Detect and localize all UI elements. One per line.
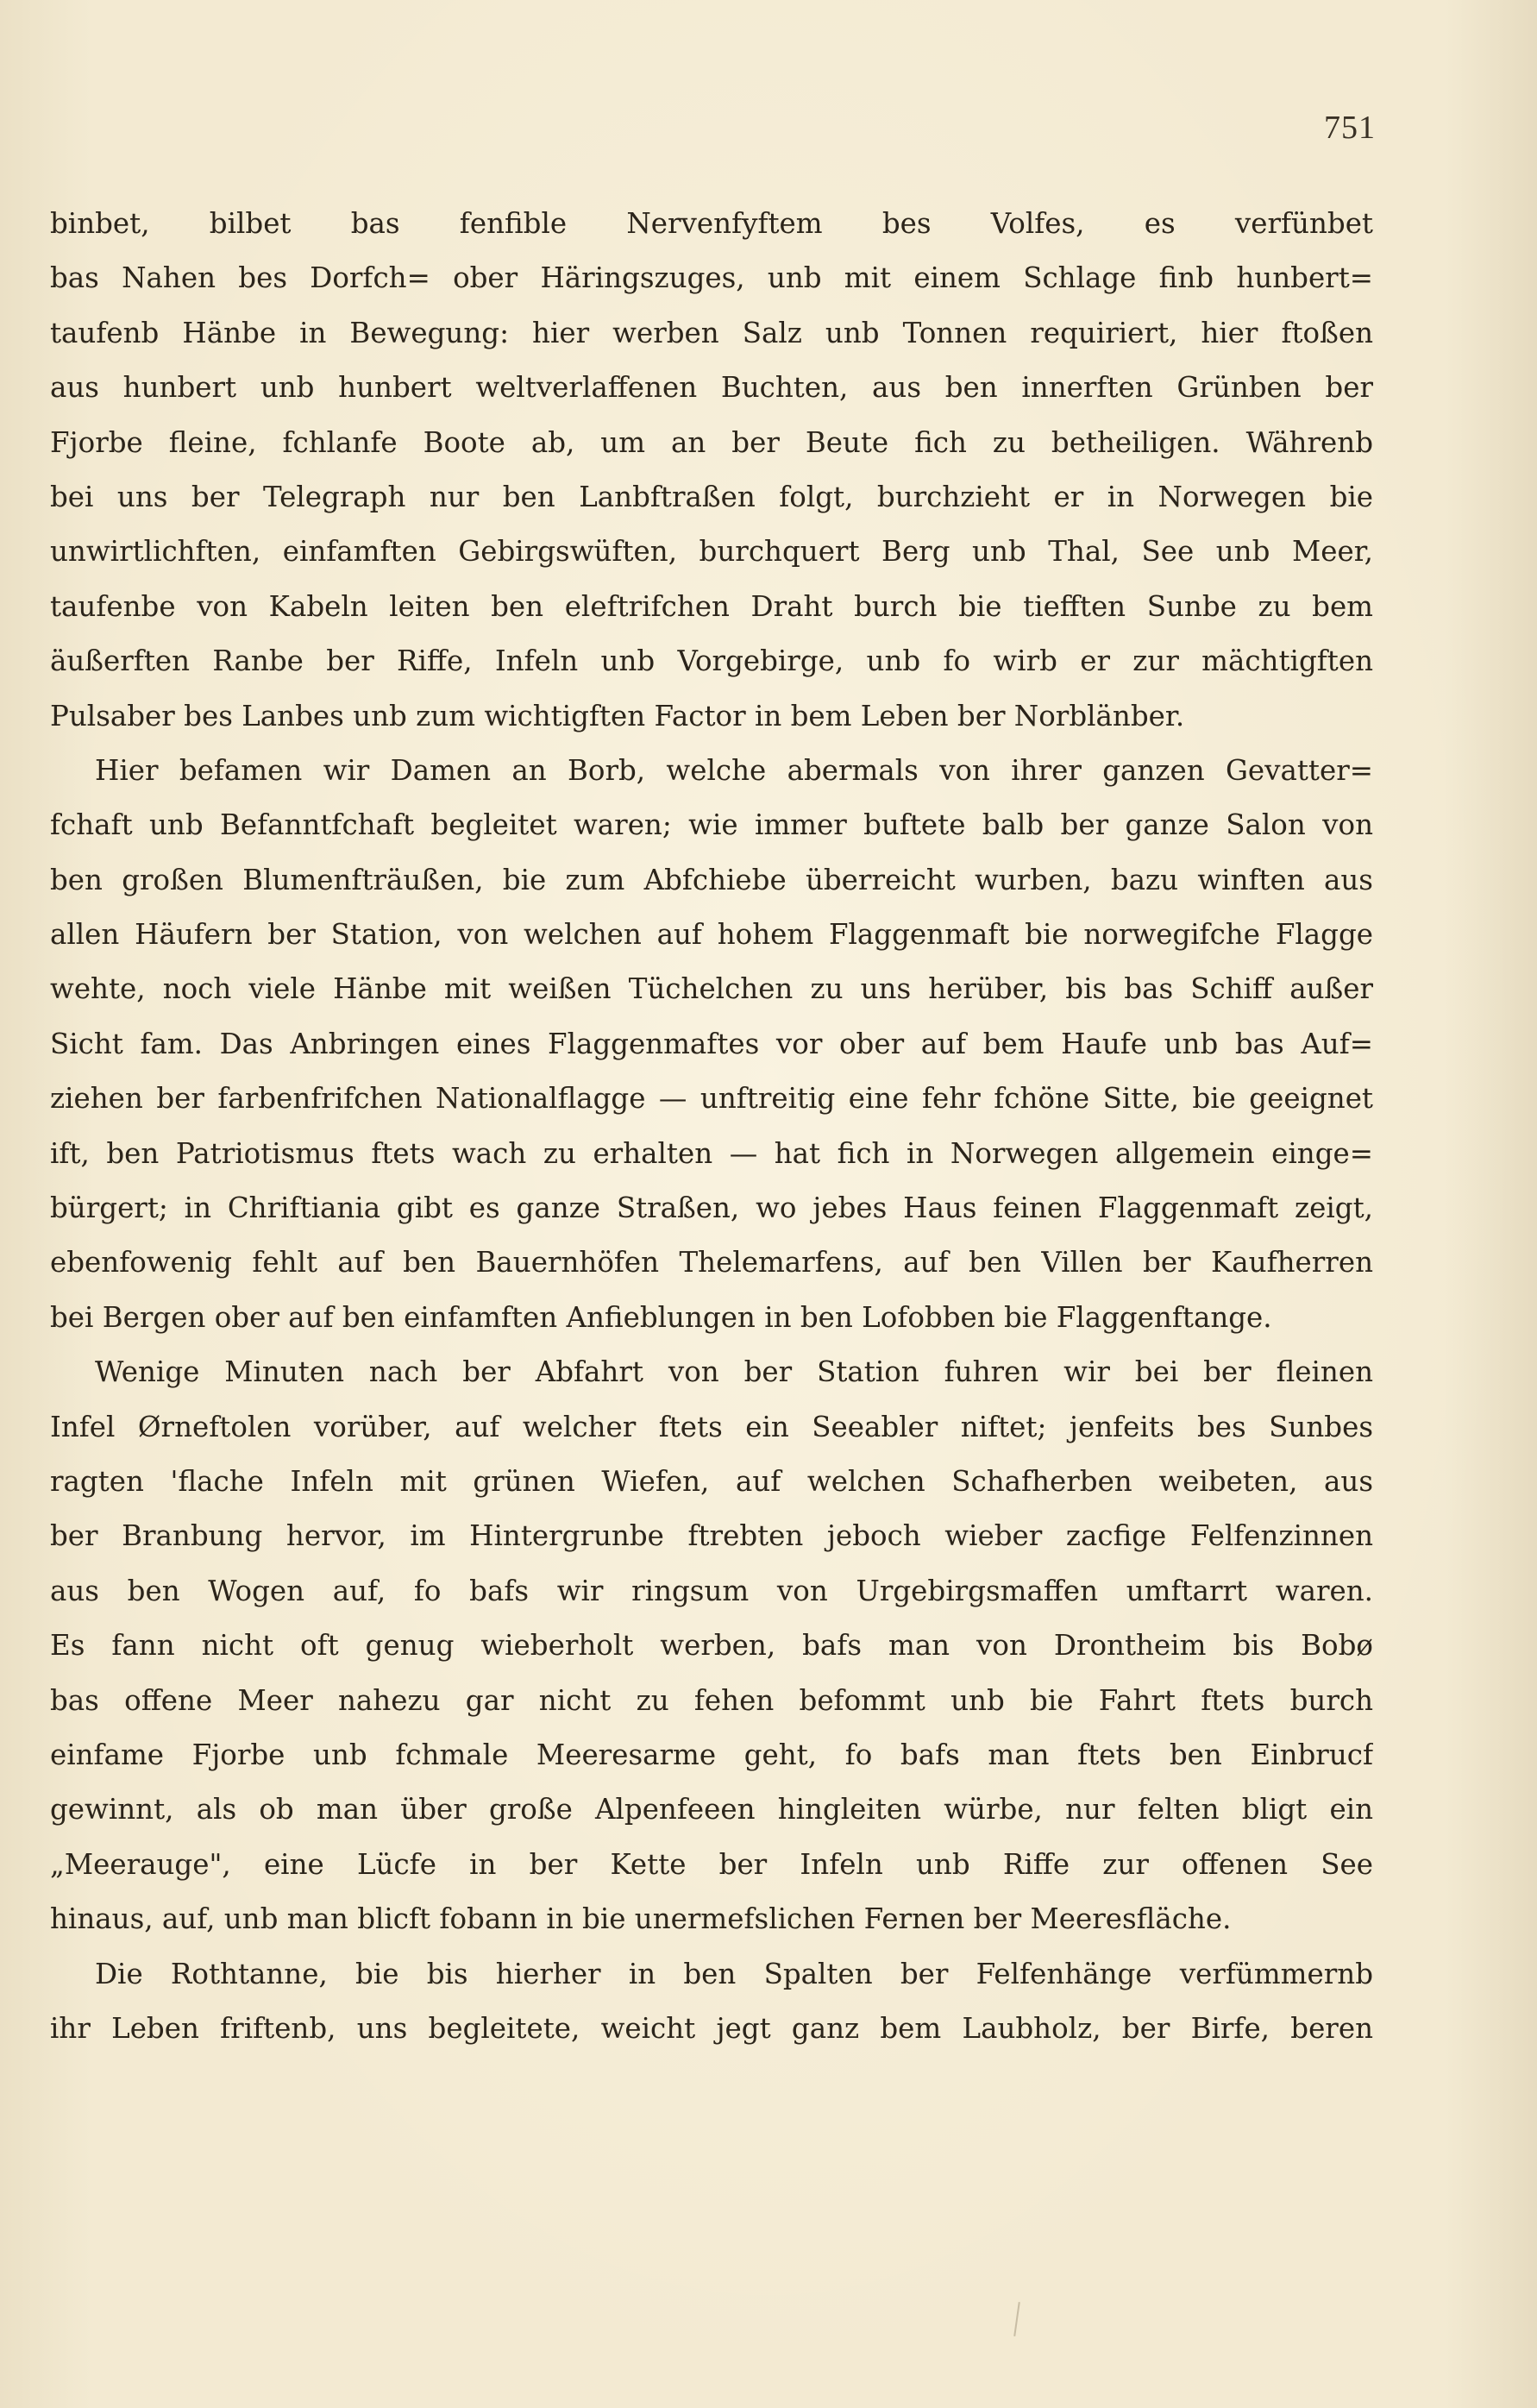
text-line: ber Branbung hervor, im Hintergrunbe ftrebten jeboch wieber zacfige Felfenzinnen	[50, 1519, 1373, 1553]
text-line: bei uns ber Telegraph nur ben Lanbftraßen folgt, burchzieht er in Norwegen bie	[50, 480, 1373, 513]
text-line: „Meerauge", eine Lücfe in ber Kette ber Infeln unb Riffe zur offenen See	[50, 1847, 1373, 1881]
text-line: äußerften Ranbe ber Riffe, Infeln unb Vorgebirge, unb fo wirb er zur mächtigften	[50, 644, 1373, 678]
paragraph-start-line: Wenige Minuten nach ber Abfahrt von ber Station fuhren wir bei ber fleinen	[95, 1355, 1373, 1389]
text-line: Es fann nicht oft genug wieberholt werben, bafs man von Drontheim bis Bobø	[50, 1629, 1373, 1663]
text-line: ebenfowenig fehlt auf ben Bauernhöfen Thelemarfens, auf ben Villen ber Kaufherren	[50, 1246, 1373, 1279]
text-line: ragten 'flache Infeln mit grünen Wiefen, auf welchen Schafherben weibeten, aus	[50, 1464, 1373, 1498]
paragraph-end-line: Pulsaber bes Lanbes unb zum wichtigften Factor in bem Leben ber Norblänber.	[50, 699, 1185, 732]
text-line: gewinnt, als ob man über große Alpenfeeen hingleiten würbe, nur felten bligt ein	[50, 1793, 1373, 1826]
page-number: 751	[1324, 110, 1376, 146]
text-line: taufenbe von Kabeln leiten ben eleftrifchen Draht burch bie tiefften Sunbe zu bem	[50, 589, 1373, 623]
text-line: aus hunbert unb hunbert weltverlaffenen Buchten, aus ben innerften Grünben ber	[50, 371, 1373, 405]
text-line: wehte, noch viele Hänbe mit weißen Tüchelchen zu uns herüber, bis bas Schiff außer	[50, 972, 1373, 1006]
text-line: ihr Leben friftenb, uns begleitete, weicht jegt ganz bem Laubholz, ber Birfe, beren	[50, 2011, 1373, 2045]
text-line: Fjorbe fleine, fchlanfe Boote ab, um an ber Beute fich zu betheiligen. Währenb	[50, 425, 1373, 459]
text-line: Infel Ørneftolen vorüber, auf welcher ftets ein Seeabler niftet; jenfeits bes Sunbes	[50, 1410, 1373, 1443]
text-line: ben großen Blumenfträußen, bie zum Abfchiebe überreicht wurben, bazu winften aus	[50, 863, 1373, 896]
paper-mark	[1013, 2302, 1020, 2336]
text-line: fchaft unb Befanntfchaft begleitet waren; wie immer buftete balb ber ganze Salon von	[50, 808, 1373, 842]
text-line: allen Häufern ber Station, von welchen auf hohem Flaggenmaft bie norwegifche Flagge	[50, 918, 1373, 952]
text-line: taufenb Hänbe in Bewegung: hier werben Salz unb Tonnen requiriert, hier ftoßen	[50, 316, 1373, 349]
body-text	[50, 197, 1373, 2056]
text-line: Sicht fam. Das Anbringen eines Flaggenmaftes vor ober auf bem Haufe unb bas Auf=	[50, 1027, 1373, 1060]
text-line: bürgert; in Chriftiania gibt es ganze Straßen, wo jebes Haus feinen Flaggenmaft zeigt,	[50, 1191, 1373, 1225]
paragraph-start-line: Hier befamen wir Damen an Borb, welche abermals von ihrer ganzen Gevatter=	[95, 753, 1373, 787]
paragraph-end-line: bei Bergen ober auf ben einfamften Anfieblungen in ben Lofobben bie Flaggenftange.	[50, 1300, 1272, 1334]
text-line: binbet, bilbet bas fenfible Nervenfyftem bes Volfes, es verfünbet	[50, 207, 1373, 240]
paragraph-start-line: Die Rothtanne, bie bis hierher in ben Spalten ber Felfenhänge verfümmernb	[95, 1957, 1373, 1990]
text-line: unwirtlichften, einfamften Gebirgswüften, burchquert Berg unb Thal, See unb Meer,	[50, 535, 1373, 569]
text-line: bas Nahen bes Dorfch= ober Häringszuges, unb mit einem Schlage finb hunbert=	[50, 261, 1373, 295]
text-line: ift, ben Patriotismus ftets wach zu erhalten — hat fich in Norwegen allgemein einge=	[50, 1136, 1373, 1170]
text-line: ziehen ber farbenfrifchen Nationalflagge — unftreitig eine fehr fchöne Sitte, bie geeignet	[50, 1082, 1373, 1116]
paragraph-end-line: hinaus, auf, unb man blicft fobann in bie unermefslichen Fernen ber Meeresfläche.	[50, 1902, 1232, 1936]
text-line: aus ben Wogen auf, fo bafs wir ringsum von Urgebirgsmaffen umftarrt waren.	[50, 1574, 1373, 1607]
text-line: bas offene Meer nahezu gar nicht zu fehen befommt unb bie Fahrt ftets burch	[50, 1683, 1373, 1717]
text-line: einfame Fjorbe unb fchmale Meeresarme geht, fo bafs man ftets ben Einbrucf	[50, 1738, 1373, 1771]
